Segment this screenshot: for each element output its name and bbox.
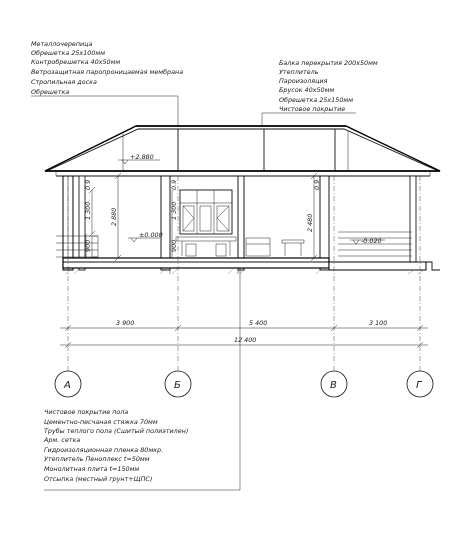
floor-slab bbox=[63, 258, 440, 274]
window-sill-dim: 900 bbox=[170, 239, 178, 252]
mid-top-dim: 0.9 bbox=[170, 179, 178, 190]
table-top bbox=[176, 237, 236, 241]
dim-overall: 12 400 bbox=[234, 336, 257, 344]
window-unit bbox=[176, 190, 236, 256]
window-height-dim: 1 300 bbox=[170, 201, 178, 220]
interior-wall-mid bbox=[238, 176, 244, 270]
horizontal-dimensions bbox=[60, 319, 428, 348]
axis-label-b: Б bbox=[174, 380, 181, 391]
vertical-dimensions bbox=[84, 173, 321, 261]
floor-layer-1: Чистовое покрытие пола bbox=[44, 408, 129, 416]
window-frame bbox=[180, 190, 232, 234]
terrace-slab bbox=[329, 262, 426, 270]
floor-layers-callout bbox=[43, 408, 240, 490]
dim-span-ab: 3 900 bbox=[116, 319, 135, 327]
living-furniture bbox=[246, 238, 304, 256]
axis-label-a: А bbox=[64, 380, 71, 391]
floor-layer-4: Арм. сетка bbox=[44, 436, 81, 444]
floor-layer-5: Гидроизоляционная пленка 80мкр. bbox=[44, 446, 164, 454]
roof-layer-6: Обрешетка bbox=[31, 88, 70, 96]
ceiling-layer-3: Пароизоляция bbox=[279, 77, 328, 85]
axis-bubble-v bbox=[321, 371, 347, 397]
axis-bubble-a bbox=[55, 371, 81, 397]
floor-layer-2: Цементно-песчаная стяжка 70мм bbox=[44, 418, 158, 426]
roof-layers-callout bbox=[31, 40, 183, 132]
ridge-elevation-text: +2.880 bbox=[130, 153, 154, 161]
terrace-step bbox=[426, 262, 440, 270]
axis-label-v: В bbox=[330, 380, 337, 391]
axis-label-g: Г bbox=[416, 380, 422, 391]
floor-elevation-text: ±0.000 bbox=[139, 231, 163, 239]
dim-span-vg: 3 100 bbox=[369, 319, 388, 327]
ceiling-layer-6: Чистовое покрытие bbox=[279, 105, 346, 113]
terrace-elevation-text: -0.020 bbox=[361, 237, 382, 245]
dim-span-bv: 5 400 bbox=[249, 319, 268, 327]
ceiling-layer-5: Обрешетка 25х150мм bbox=[279, 96, 354, 104]
roof-outline bbox=[45, 126, 440, 171]
floor-layer-6: Утеплитель Пеноплекс t=50мм bbox=[44, 455, 150, 463]
window-height-dim-left: 1 300 bbox=[84, 201, 92, 220]
floor-layer-3: Трубы теплого пола (Сшитый полиэтилен) bbox=[44, 427, 189, 435]
ceiling-layer-1: Балка перекрытия 200х50мм bbox=[279, 59, 378, 67]
window-sill-dim-left: 900 bbox=[84, 239, 92, 252]
roof-layer-2: Обрешетка 25х100мм bbox=[31, 49, 106, 57]
sofa bbox=[246, 238, 270, 256]
wall-height-dim: 2 880 bbox=[110, 207, 118, 226]
door-height-dim: 2 480 bbox=[306, 213, 314, 232]
coffee-table bbox=[282, 240, 304, 243]
roof-layer-4: Ветрозащитная паропроницаемая мембрана bbox=[31, 68, 184, 76]
left-top-dim: 0.9 bbox=[84, 179, 92, 190]
roof-layer-5: Стропильная доска bbox=[31, 78, 97, 86]
floor-layer-8: Отсыпка (местный грунт+ЩПС) bbox=[44, 475, 153, 483]
axis-bubbles bbox=[55, 371, 433, 397]
right-wall bbox=[320, 176, 329, 270]
right-top-dim: 0.9 bbox=[313, 179, 321, 190]
slab bbox=[63, 258, 329, 268]
ceiling-layer-2: Утеплитель bbox=[279, 68, 319, 76]
interior-wall-left bbox=[161, 176, 170, 270]
roof-layer-1: Металлочерепица bbox=[31, 40, 93, 48]
roof-layer-3: Контробрешетка 40х50мм bbox=[31, 58, 121, 66]
axis-bubble-g bbox=[407, 371, 433, 397]
floor-layer-7: Монолитная плита t=150мм bbox=[44, 465, 140, 473]
roof bbox=[45, 126, 440, 176]
ceiling-layer-4: Брусок 40х50мм bbox=[279, 86, 335, 94]
axis-bubble-b bbox=[165, 371, 191, 397]
